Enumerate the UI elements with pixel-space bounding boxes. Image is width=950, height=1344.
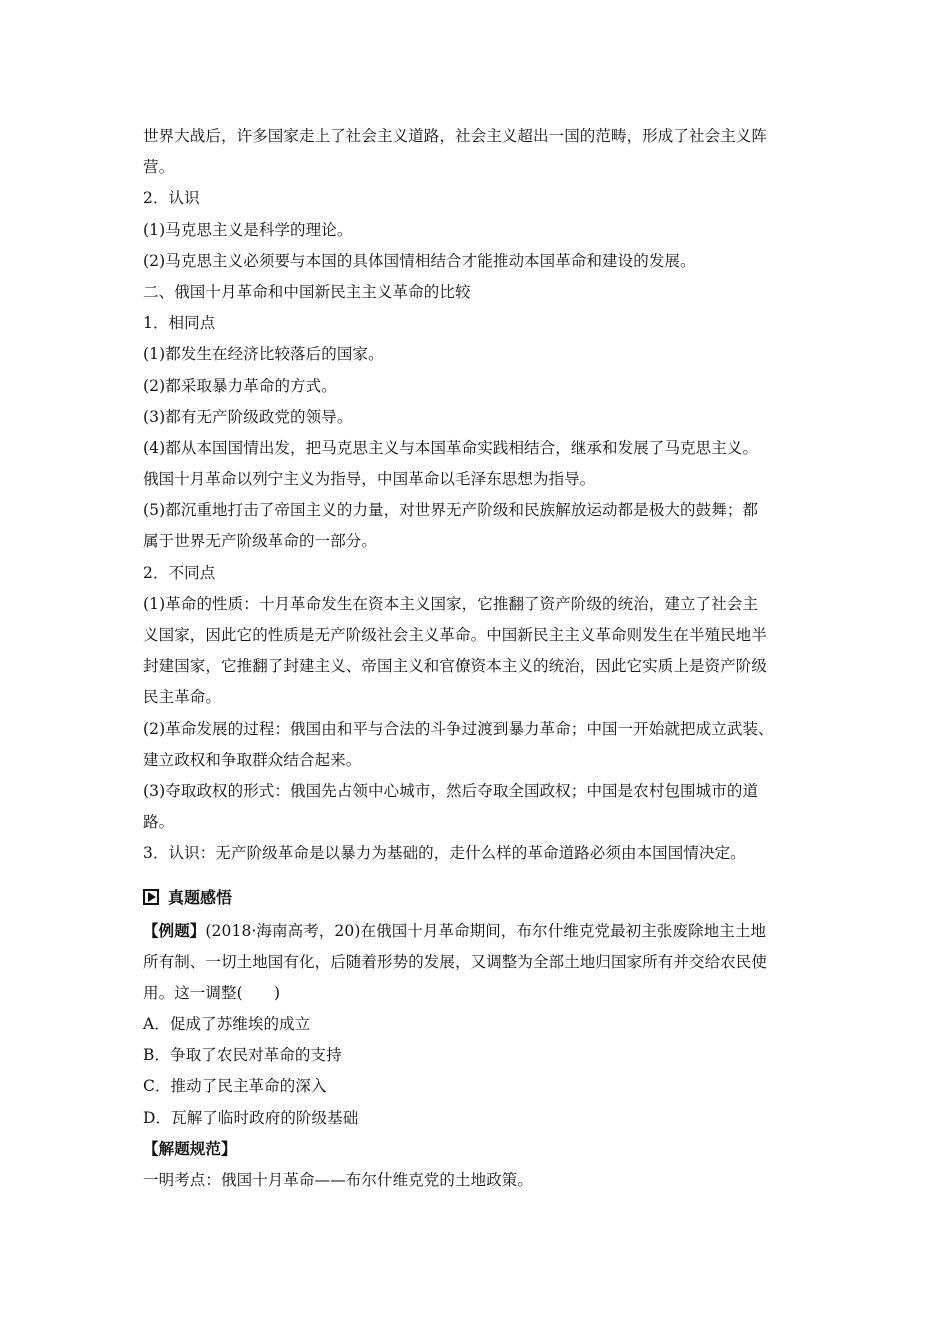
text-line: 义国家，因此它的性质是无产阶级社会主义革命。中国新民主主义革命则发生在半殖民地半 <box>143 626 768 644</box>
text-line: 2．不同点 <box>143 563 216 582</box>
text-line: (3)都有无产阶级政党的领导。 <box>143 407 353 426</box>
play-icon <box>143 889 159 905</box>
solution-tag: 【解题规范】 <box>143 1139 237 1158</box>
text-line: (1)马克思主义是科学的理论。 <box>143 220 353 239</box>
example-text: (2018·海南高考，20)在俄国十月革命期间，布尔什维克党最初主张废除地主土地 <box>205 921 767 940</box>
option-a: A．促成了苏维埃的成立 <box>143 1015 311 1034</box>
text-line: (3)夺取政权的形式：俄国先占领中心城市，然后夺取全国政权；中国是农村包围城市的道 <box>143 781 759 800</box>
text-line: 1．相同点 <box>143 314 216 333</box>
text-line: (2)革命发展的过程：俄国由和平与合法的斗争过渡到暴力革命；中国一开始就把成立武装、 <box>143 719 774 738</box>
text-line: 世界大战后，许多国家走上了社会主义道路，社会主义超出一国的范畴，形成了社会主义阵 <box>143 127 768 145</box>
text-line: 属于世界无产阶级革命的一部分。 <box>143 532 378 551</box>
text-line: (2)马克思主义必须要与本国的具体国情相结合才能推动本国革命和建设的发展。 <box>143 251 696 270</box>
solution-line: 一明考点：俄国十月革命——布尔什维克党的土地政策。 <box>143 1171 534 1189</box>
text-line: (1)都发生在经济比较落后的国家。 <box>143 345 384 364</box>
text-line: (1)革命的性质：十月革命发生在资本主义国家，它推翻了资产阶级的统治，建立了社会主 <box>143 594 759 613</box>
section-title: 真题感悟 <box>168 888 233 907</box>
example-line: 所有制、一切土地国有化，后随着形势的发展，又调整为全部土地归国家所有并交给农民使 <box>143 952 768 971</box>
text-line: 路。 <box>143 813 175 832</box>
text-line: (2)都采取暴力革命的方式。 <box>143 376 337 395</box>
section-heading: 二、俄国十月革命和中国新民主主义革命的比较 <box>143 282 471 301</box>
text-line: 建立政权和争取群众结合起来。 <box>143 750 362 769</box>
option-b: B．争取了农民对革命的支持 <box>143 1046 342 1065</box>
zhenti-section-header <box>143 878 813 916</box>
text-line: 封建国家，它推翻了封建主义、帝国主义和官僚资本主义的统治，因此它实质上是资产阶级 <box>143 657 768 676</box>
example-tag: 【例题】 <box>143 921 206 940</box>
option-d: D．瓦解了临时政府的阶级基础 <box>143 1108 359 1127</box>
text-line: 2．认识 <box>143 189 200 208</box>
document-page <box>143 121 813 1196</box>
text-line: (5)都沉重地打击了帝国主义的力量，对世界无产阶级和民族解放运动都是极大的鼓舞；都 <box>143 501 759 520</box>
example-line: 用。这一调整( ) <box>143 983 281 1002</box>
text-line: 营。 <box>143 158 175 177</box>
text-line: 民主革命。 <box>143 688 222 707</box>
text-line: 俄国十月革命以列宁主义为指导，中国革命以毛泽东思想为指导。 <box>143 470 596 489</box>
text-line: 3．认识：无产阶级革命是以暴力为基础的，走什么样的革命道路必须由本国国情决定。 <box>143 844 746 863</box>
text-line: (4)都从本国国情出发，把马克思主义与本国革命实践相结合，继承和发展了马克思主义。 <box>143 438 759 457</box>
option-c: C．推动了民主革命的深入 <box>143 1077 327 1096</box>
example-line <box>143 916 813 947</box>
